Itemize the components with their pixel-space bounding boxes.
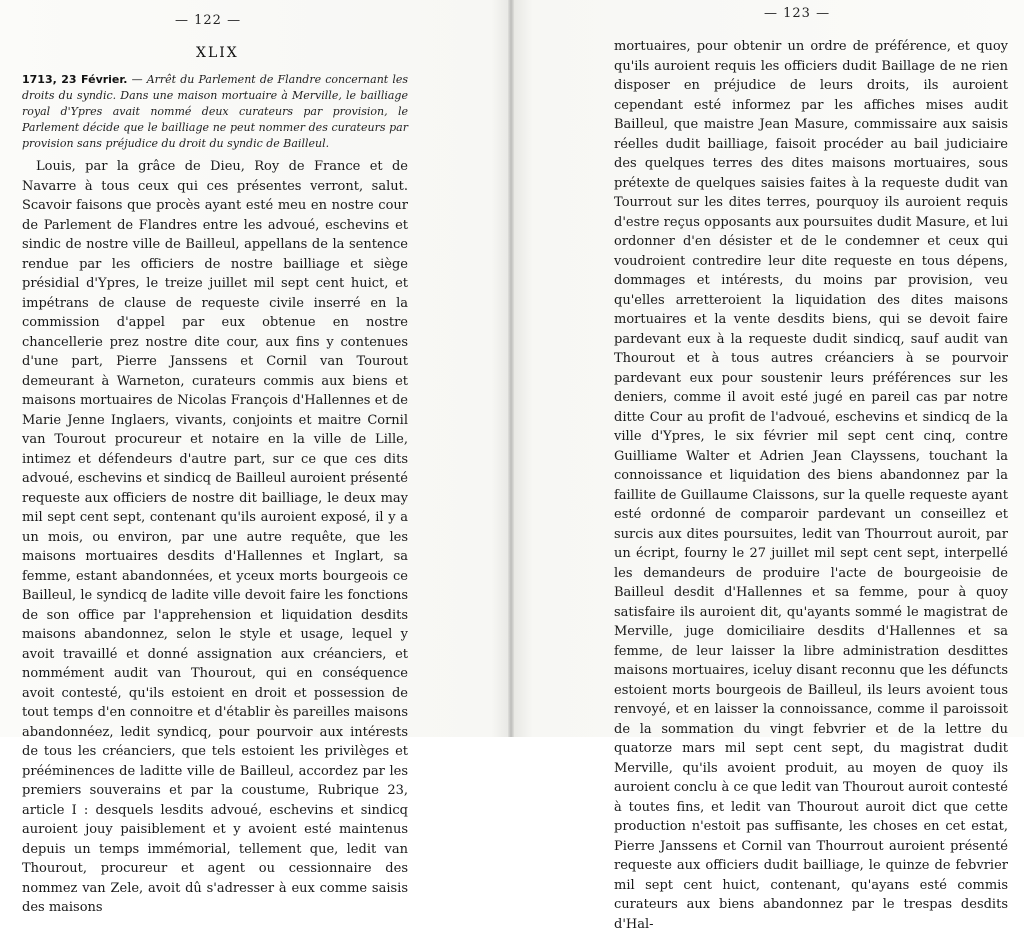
body-paragraph: Louis, par la grâce de Dieu, Roy de France et de Navarre à tous ceux qui ces présentes verront, salut. Scavoir faisons que procès ayant esté meu en nostre cour de Parlement de Flandres entre les advoué, eschevins et sindic de nostre ville de Bailleul, appellans de la sentence rendue par les officiers de nostre bailliage et siège présidial d'Ypres, le treize juillet mil sept cent huict, et impétrans de clause de requeste civile inserré en la commission d'appel par eux obtenue en nostre chancellerie prez nostre dite cour, aux fins y contenues d'une part, Pierre Janssens et Cornil van Tourout demeurant à Warneton, curateurs commis aux biens et maisons mortuaires de Nicolas François d'Hallennes et de Marie Jenne Inglaers, vivants, conjoints et maitre Cornil van Tourout procureur et notaire en la ville de Lille, intimez et défendeurs d'autre part, sur ce que ces dits advoué, eschevins et sindicq de Bailleul auroient présenté requeste aux officiers de nostre dit bailliage, le deux may mil sept cent sept, contenant qu'ils auroient exposé, il y a un mois, ou environ, par une autre requête, que les maisons mortuaires desdits d'Hallennes et Inglart, sa femme, estant abandonnées, et yceux morts bourgeois ce Bailleul, le syndicq de ladite ville devoit faire les fonctions de son office par l'apprehension et liquidation desdits maisons abandonnez, selon le style et usage, lequel y avoit travaillé et donné assignation aux créanciers, et nommément audit van Thourout, qui en conséquence avoit contesté, qu'ils estoient en droit et possession de tout temps d'en connoitre et d'établir ès pareilles maisons abandonnéez, ledit syndicq, pour pourvoir aux intérests de tous les créanciers, que tels estoient les privilèges et prééminences de laditte ville de Bailleul, accordez par les premiers souverains et par la coustume, Rubrique 23, article I : desquels lesdits advoué, eschevins et sindicq auroient jouy paisiblement et y avoient esté maintenus depuis un temps immémorial, tellement que, ledit van Thourout, procureur et agent ou cessionnaire des nommez van Zele, avoit dû s'adresser à eux comme saisis des maisons [22, 159, 408, 915]
summary-text: — Arrêt du Parlement de Flandre concernant les droits du syndic. Dans une maison mortuaire à Merville, le bailliage royal d'Ypres avait nommé deux curateurs par provision, le Parlement décide que le bailliage ne peut nommer des curateurs par provision sans préjudice du droit du syndic de Bailleul. [22, 73, 409, 150]
document-summary [22, 72, 408, 152]
page-number: — 122 — [175, 13, 242, 28]
chapter-heading: XLIX [196, 45, 239, 61]
right-page [514, 0, 1024, 932]
body-paragraph: mortuaires, pour obtenir un ordre de préférence, et quoy qu'ils auroient requis les officiers dudit Baillage de ne rien disposer en préjudice de leurs droits, ils auroient cependant esté informez par les affiches mises audit Bailleul, que maistre Jean Masure, commissaire aux saisis réelles dudit bailliage, faisoit procéder au bail judiciaire des quelques terres des dites maisons mortuaires, sous prétexte de quelques saisies faites à la requeste dudit van Tourrout sur les dites terres, pourquoy ils auroient requis d'estre reçus opposants aux poursuites dudit Masure, et lui ordonner d'en désister et de le condemner et ceux qui voudroient contredire leur dite requeste en tous dépens, dommages et intérests, du moins par provision, veu qu'elles arretteroient la liquidation des dites maisons mortuaires et la vente desdits biens, qui se devoit faire pardevant eux à la requeste dudit sindicq, sauf audit van Thourout et à tous autres créanciers à se pourvoir pardevant eux pour soustenir leurs préférences sur les deniers, comme il avoit esté jugé en pareil cas par notre ditte Cour au profit de l'advoué, eschevins et sindicq de la ville d'Ypres, le six février mil sept cent cinq, contre Guilliame Walter et Adrien Jean Clayssens, touchant la connoissance et liquidation des biens abandonnez par la faillite de Guillaume Claissons, sur la quelle requeste ayant esté ordonné de comparoir pardevant un conseillez et surcis aux dites poursuites, ledit van Thourrout auroit, par un écript, fourny le 27 juillet mil sept cent sept, interpellé les demandeurs de produire l'acte de bourgeoisie de Bailleul desdit d'Hallennes et sa femme, pour à quoy satisfaire ils auroient dit, qu'ayants sommé le magistrat de Merville, juge domiciliaire desdits d'Hallennes et sa femme, de leur laisser la libre administration desdittes maisons mortuaires, iceluy disant reconnu que les défuncts estoient morts bourgeois de Bailleul, ils leurs avoient tous renvoyé, et en laisser la connoissance, comme il paroissoit de la sommation du vingt febvrier et de la lettre du quatorze mars mil sept cent sept, du magistrat dudit Merville, qu'ils avoient produit, au moyen de quoy ils auroient conclu à ce que ledit van Thourout auroit contesté à toutes fins, et ledit van Thourout auroit dict que cette production n'estoit pas suffisante, les choses en cet estat, Pierre Janssens et Cornil van Thourrout auroient présenté requeste aux officiers dudit bailliage, le quinze de febvrier mil sept cent huict, contenant, qu'ayans esté commis curateurs aux biens abandonnez par le trespas desdits d'Hal- [614, 39, 1008, 932]
left-page [0, 0, 508, 915]
page-number: — 123 — [764, 6, 831, 21]
right-body-text [614, 37, 1008, 934]
summary-date: 1713, 23 Février. [22, 73, 128, 86]
left-body-text [22, 157, 408, 918]
